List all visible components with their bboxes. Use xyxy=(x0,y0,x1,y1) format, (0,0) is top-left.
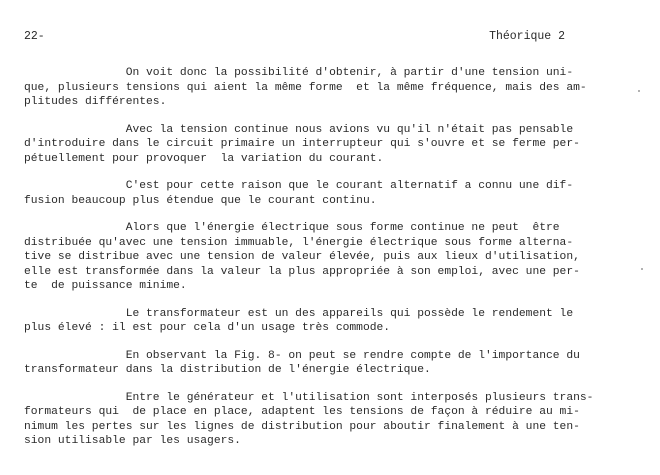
paragraph-1 xyxy=(24,66,604,110)
text-line: te de puissance minime. xyxy=(24,280,187,292)
text-line: sion utilisable par les usagers. xyxy=(24,435,241,447)
running-title: Théorique 2 xyxy=(489,30,565,43)
text-line: tive se distribue avec une tension de valeur élevée, puis aux lieux d'utilisation, xyxy=(24,251,580,263)
text-line: On voit donc la possibilité d'obtenir, à partir d'une tension uni- xyxy=(24,67,574,79)
text-line: d'introduire dans le circuit primaire un interrupteur qui s'ouvre et se ferme per- xyxy=(24,138,580,150)
paragraph-7 xyxy=(24,391,604,449)
scan-speck xyxy=(641,268,643,270)
text-line: nimum les pertes sur les lignes de distribution pour aboutir finalement à une ten- xyxy=(24,420,580,433)
text-line: plus élevé : il est pour cela d'un usage très commode. xyxy=(24,322,391,334)
text-line: plitudes différentes. xyxy=(24,96,167,108)
text-line: distribuée qu'avec une tension immuable, l'énergie électrique sous forme alterna- xyxy=(24,236,574,249)
paragraph-4 xyxy=(24,221,604,294)
paragraph-5 xyxy=(24,307,604,336)
text-line: elle est transformée dans la valeur la plus appropriée à son emploi, avec une per- xyxy=(24,265,580,278)
text-line: transformateur dans la distribution de l'énergie électrique. xyxy=(24,364,431,376)
scan-speck xyxy=(638,90,640,92)
page-number: 22- xyxy=(24,30,45,43)
text-line: pétuellement pour provoquer la variation du courant. xyxy=(24,152,384,165)
text-line: formateurs qui de place en place, adaptent les tensions de façon à réduire au mi- xyxy=(24,406,580,418)
paragraph-6 xyxy=(24,349,604,378)
text-line: fusion beaucoup plus étendue que le courant continu. xyxy=(24,194,377,207)
text-line: Avec la tension continue nous avions vu qu'il n'était pas pensable xyxy=(24,123,574,136)
body-text xyxy=(24,66,604,462)
text-line: En observant la Fig. 8- on peut se rendre compte de l'importance du xyxy=(24,349,580,362)
paragraph-2 xyxy=(24,123,604,167)
text-line: C'est pour cette raison que le courant alternatif a connu une dif- xyxy=(24,180,574,192)
text-line: Entre le générateur et l'utilisation sont interposés plusieurs trans- xyxy=(24,391,594,404)
text-line: Alors que l'énergie électrique sous forme continue ne peut être xyxy=(24,222,560,234)
text-line: que, plusieurs tensions qui aient la même forme et la même fréquence, mais des am- xyxy=(24,81,587,94)
paragraph-3 xyxy=(24,179,604,208)
text-line: Le transformateur est un des appareils qui possède le rendement le xyxy=(24,307,574,320)
